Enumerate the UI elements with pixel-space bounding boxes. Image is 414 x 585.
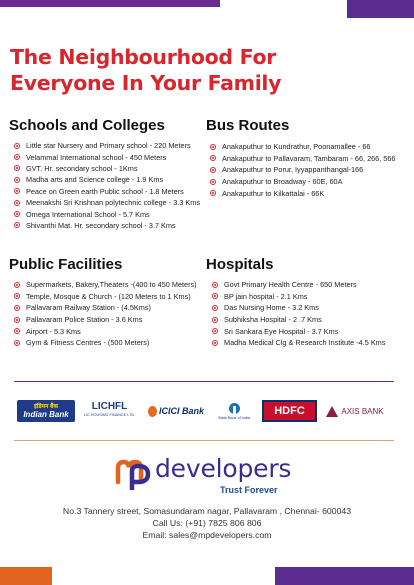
list-item: Anakaputhur to Broadway - 60E, 60A [210, 176, 395, 188]
headline-line-1: The Neighbourhood For [10, 45, 277, 69]
list-item: Anakaputhur to Kundrathur, Poonamallee - 66 [210, 141, 395, 153]
bullet-icon [212, 282, 218, 288]
list-item: Pallavaram Railway Station - (4.5Kms) [14, 302, 197, 314]
bullet-icon [14, 293, 20, 299]
indian-bank-logo [17, 400, 75, 422]
bottom-right-accent-bar [275, 567, 414, 585]
hospitals-title: Hospitals [206, 256, 274, 273]
bullet-icon [14, 317, 20, 323]
top-left-accent-bar [0, 0, 220, 7]
bullet-icon [14, 188, 20, 194]
bullet-icon [14, 305, 20, 311]
list-item: Gym & Fitness Centres - (500 Meters) [14, 337, 197, 349]
headline [10, 44, 340, 96]
top-right-accent-bar [347, 0, 414, 18]
bullet-icon [14, 165, 20, 171]
bullet-icon [14, 222, 20, 228]
brand-tagline: Trust Forever [220, 485, 278, 495]
bullet-icon [212, 340, 218, 346]
hdfc-text: HDFC [274, 405, 305, 417]
address-text: No.3 Tannery street, Somasundaram nagar, Pallavaram , Chennai- 600043 [62, 506, 352, 516]
list-item: GVT. Hr. secondary school - 1Kms [14, 163, 200, 174]
lichfl-subtext: LIC HOUSING FINANCE LTD. [83, 413, 136, 417]
list-item: Temple, Mosque & Church - (120 Meters to 1 Kms) [14, 291, 197, 303]
bullet-icon [14, 143, 20, 149]
icici-bank-logo [145, 400, 207, 422]
list-item: Meenakshi Sri Krishnan polytechnic college - 3.3 Kms [14, 197, 200, 208]
sbi-text: State Bank of India [217, 415, 251, 420]
list-item: Govt Primary Health Centre - 650 Meters [212, 279, 385, 291]
bullet-icon [210, 144, 216, 150]
brand-name: developers [155, 454, 292, 483]
list-item: Anakaputhur to Pallavaram, Tambaram - 66, 266, 566 [210, 153, 395, 165]
schools-list [14, 140, 200, 231]
lichfl-logo [82, 400, 137, 422]
bullet-icon [14, 282, 20, 288]
indian-bank-text: Indian Bank [23, 410, 69, 419]
axis-bank-logo [325, 400, 385, 422]
public-facilities-title: Public Facilities [9, 256, 123, 273]
contact-block [0, 505, 414, 541]
list-item: Anakaputhur to Kilkattalai - 66K [210, 187, 395, 199]
bus-routes-list [210, 141, 395, 199]
list-item: Omega International School - 5.7 Kms [14, 208, 200, 219]
bullet-icon [14, 177, 20, 183]
sbi-logo [213, 400, 255, 422]
icici-text: ICICI Bank [158, 406, 204, 416]
axis-mark-icon [326, 406, 338, 417]
email-text: Email: sales@mpdevelopers.com [142, 530, 272, 540]
axis-text: AXIS BANK [341, 406, 384, 416]
headline-line-2: Everyone In Your Family [10, 71, 282, 95]
list-item: Madha arts and Science college - 1.9 Kms [14, 174, 200, 185]
bullet-icon [212, 305, 218, 311]
divider-line-orange [14, 440, 394, 441]
list-item: BP jain hospital - 2.1 Kms [212, 291, 385, 303]
schools-title: Schools and Colleges [9, 117, 165, 134]
bullet-icon [14, 328, 20, 334]
hdfc-logo [262, 400, 317, 422]
sbi-mark-icon [229, 403, 240, 414]
bullet-icon [14, 154, 20, 160]
list-item: Madha Medical Clg & Research Institute -4.5 Kms [212, 337, 385, 349]
bullet-icon [212, 328, 218, 334]
icici-mark-icon [148, 406, 157, 417]
bus-routes-title: Bus Routes [206, 117, 290, 134]
bullet-icon [210, 167, 216, 173]
lichfl-text: LICHFL [91, 401, 128, 412]
list-item: Sri Sankara Eye Hospital - 3.7 Kms [212, 325, 385, 337]
list-item: Subhiksha Hospital - 2 .7 Kms [212, 314, 385, 326]
list-item: Anakaputhur to Porur, Iyyappanthangal-166 [210, 164, 395, 176]
list-item: Das Nursing Home - 3.2 Kms [212, 302, 385, 314]
mp-developers-logo [115, 454, 315, 499]
list-item: Shivanthi Mat. Hr. secondary school - 3.7 Kms [14, 220, 200, 231]
list-item: Pallavaram Police Station - 3.6 Kms [14, 314, 197, 326]
bullet-icon [210, 179, 216, 185]
bullet-icon [14, 340, 20, 346]
list-item: Velammal International school - 450 Meters [14, 151, 200, 162]
bullet-icon [14, 211, 20, 217]
mp-logo-mark-icon [115, 456, 153, 490]
bullet-icon [212, 317, 218, 323]
hospitals-list [212, 279, 385, 349]
indian-bank-hindi-text: इंडियन बैंक [33, 404, 59, 410]
public-facilities-list [14, 279, 197, 349]
list-item: Peace on Green earth Public school - 1.8 Meters [14, 186, 200, 197]
divider-line [14, 381, 394, 382]
bullet-icon [210, 190, 216, 196]
bullet-icon [14, 200, 20, 206]
bottom-left-accent-bar [0, 567, 52, 585]
list-item: Airport - 5.3 Kms [14, 325, 197, 337]
bullet-icon [210, 155, 216, 161]
bullet-icon [212, 293, 218, 299]
list-item: Little star Nursery and Primary school - 220 Meters [14, 140, 200, 151]
phone-text: Call Us: (+91) 7825 806 806 [152, 518, 262, 528]
list-item: Supermarkets, Bakery,Theaters -(400 to 450 Meters) [14, 279, 197, 291]
